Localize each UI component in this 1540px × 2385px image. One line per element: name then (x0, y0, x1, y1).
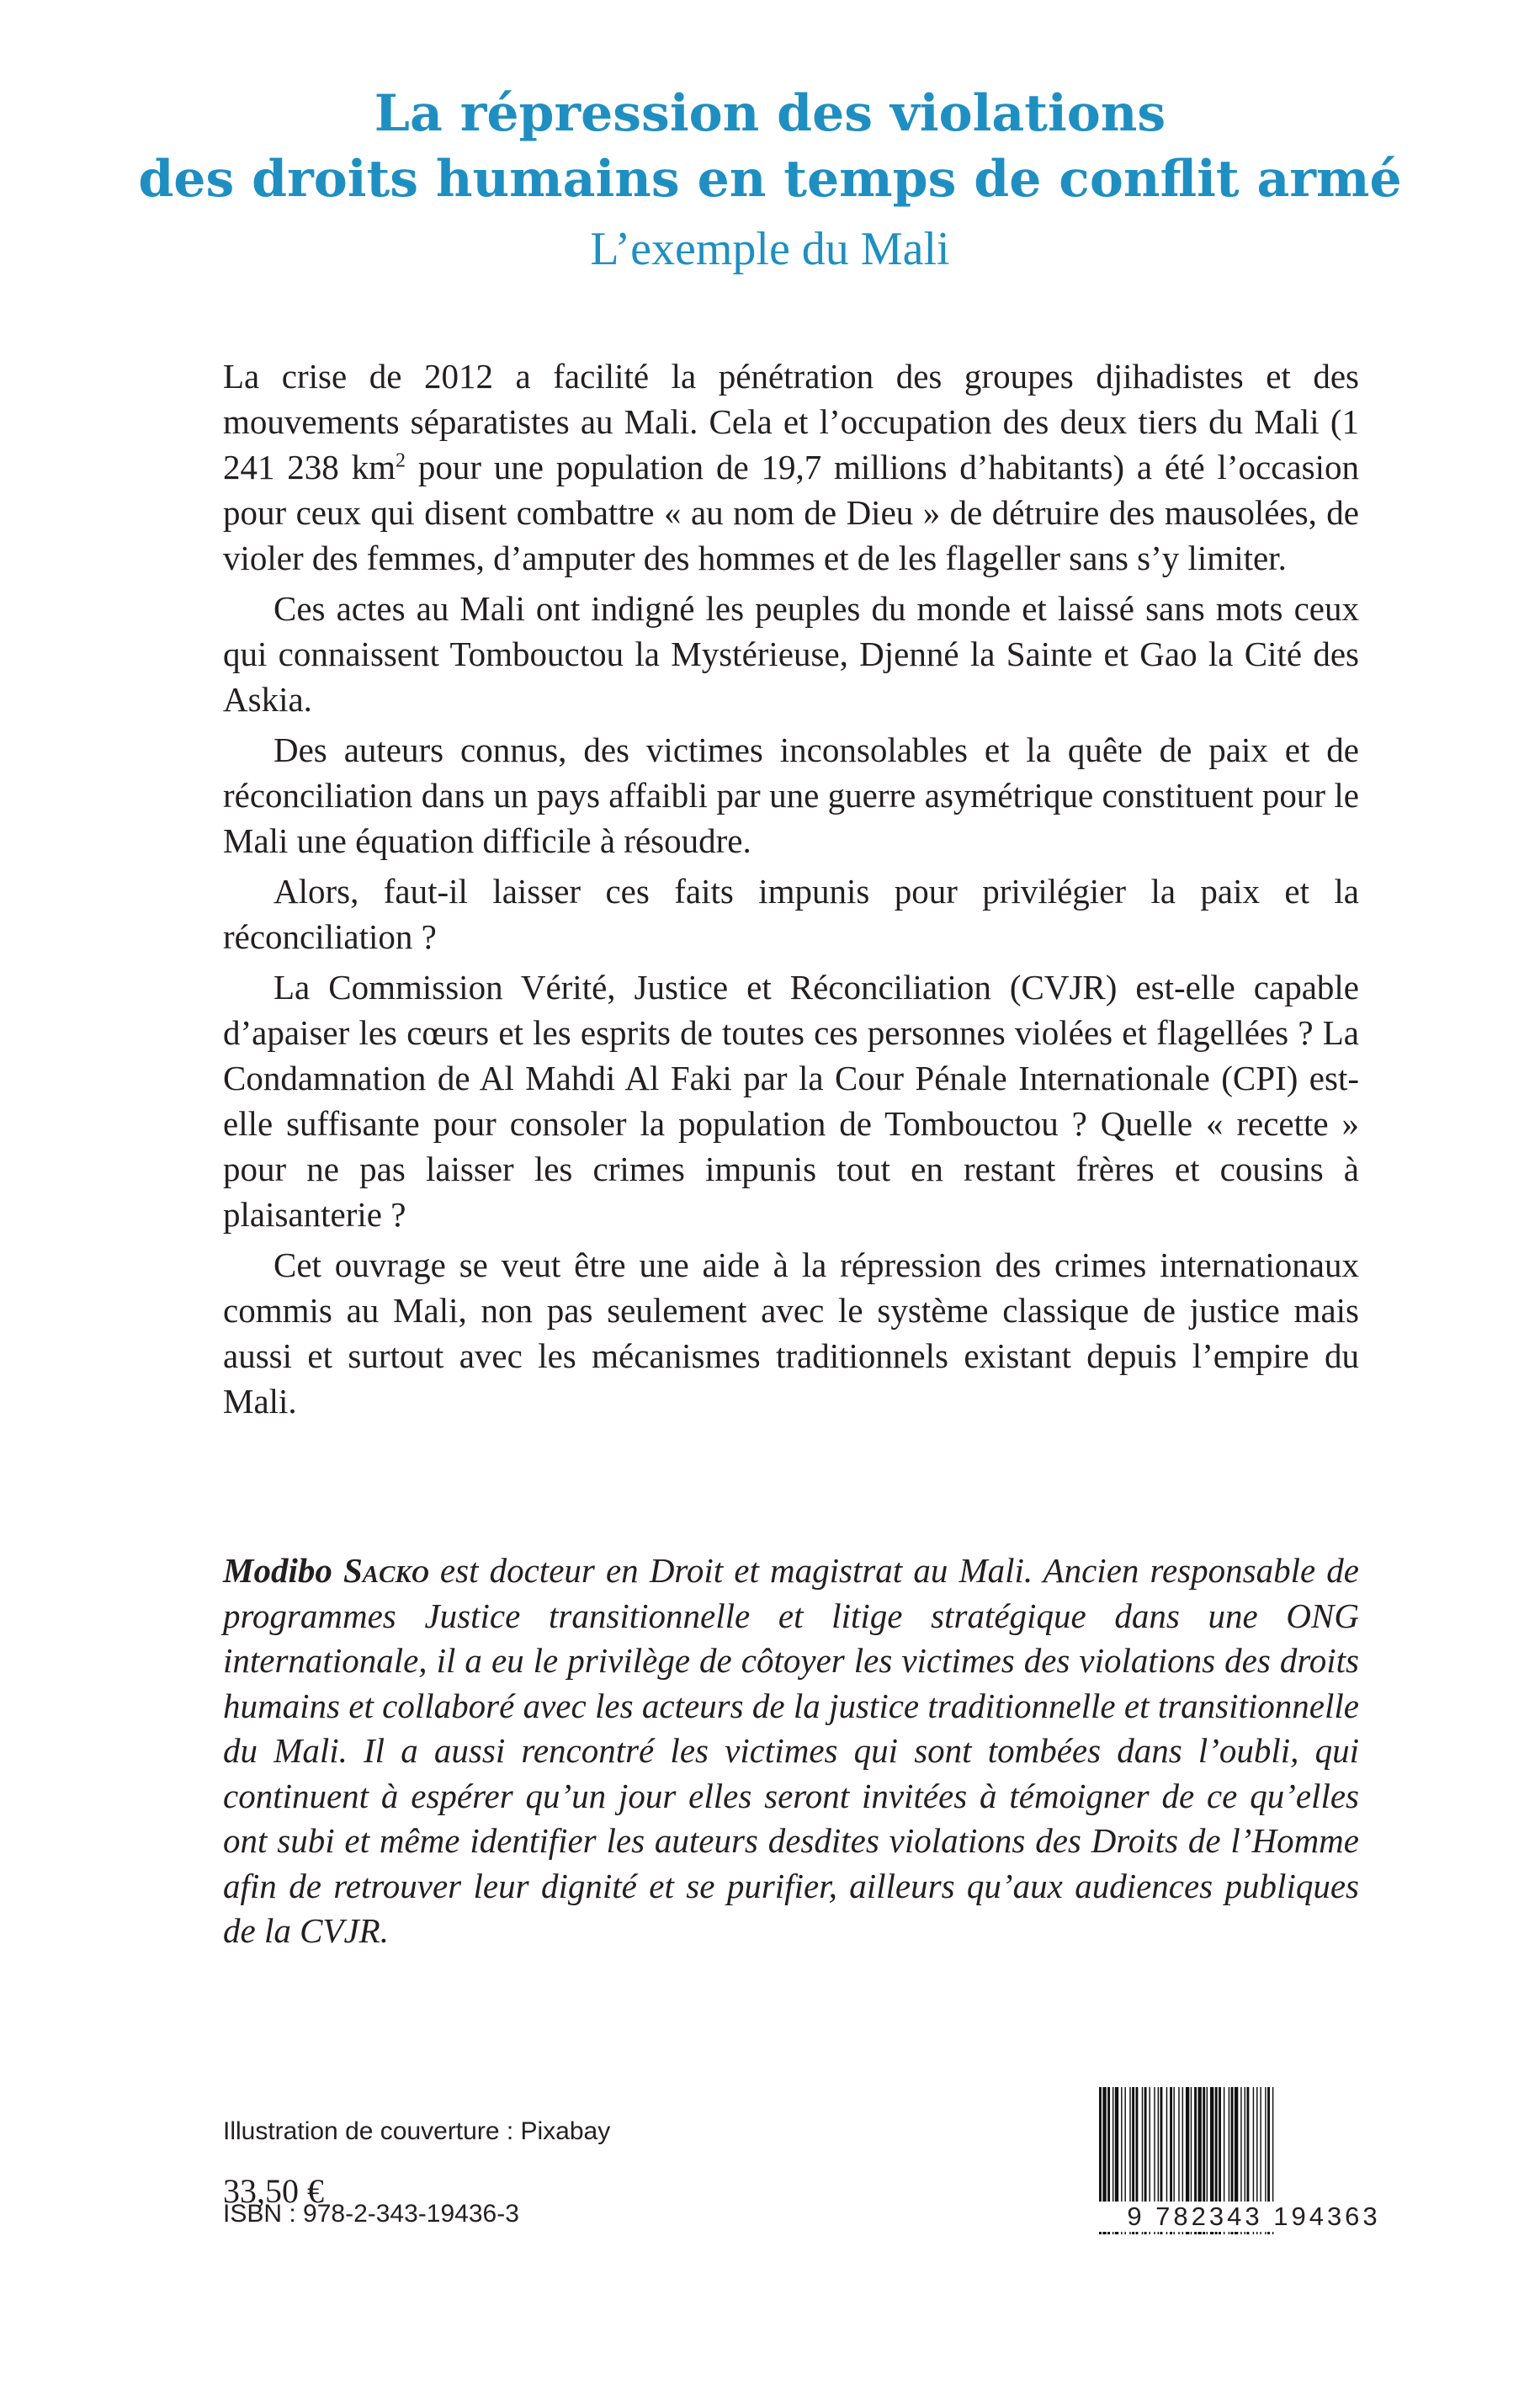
book-title-line-1: La répression des violations (374, 84, 1166, 143)
author-name (223, 1551, 429, 1590)
author-first-name: Modibo (223, 1551, 343, 1590)
isbn: ISBN : 978-2-343-19436-3 (223, 2200, 519, 2228)
author-last-name: Sacko (343, 1551, 429, 1590)
author-bio (223, 1548, 1359, 1954)
blurb-paragraph-5: La Commission Vérité, Justice et Réconciliation (CVJR) est-elle capable d’apaiser les cœurs et les esprits de toutes ces personnes violées et flagellées ? La Condamnation de Al Mahdi Al Faki par la Cour Pénale Internationale (CPI) est-elle suffisante pour consoler la population de Tombouctou ? Quelle « recette » pour ne pas laisser les crimes impunis tout en restant frères et cousins à plaisanterie ? (223, 968, 1359, 1234)
author-bio-text: est docteur en Droit et magistrat au Mali. Ancien responsable de programmes Justice transitionnelle et litige stratégique dans une ONG internationale, il a eu le privilège de côtoyer les victimes des violations des droits humains et collaboré avec les acteurs de la justice traditionnelle et transitionnelle du Mali. Il a aussi rencontré les victimes qui sont tombées dans l’oubli, qui continuent à espérer qu’un jour elles seront invitées à témoigner de ce qu’elles ont subi et même identifier les auteurs desdites violations des Droits de l’Homme afin de retrouver leur dignité et se purifier, ailleurs qu’aux audiences publiques de la CVJR. (223, 1551, 1359, 1950)
book-subtitle: L’exemple du Mali (590, 223, 950, 275)
barcode-digits: 9 782343 194363 (1094, 2202, 1414, 2232)
blurb-p1-part-a: La crise de 2012 a facilité la pénétration des groupes djihadistes et des mouvements séparatistes au Mali. Cela et l’occupation des deux tiers du Mali (1 241 238 km (223, 357, 1359, 486)
blurb-paragraph-4: Alors, faut-il laisser ces faits impunis pour privilégier la paix et la réconciliation ? (223, 872, 1359, 956)
blurb-p1-part-b: pour une population de 19,7 millions d’habitants) a été l’occasion pour ceux qui disent combattre « au nom de Dieu » de détruire des mausolées, de violer des femmes, d’amputer des hommes et de les flageller sans s’y limiter. (223, 448, 1359, 577)
blurb (223, 353, 1359, 1429)
title-block (0, 81, 1540, 279)
blurb-paragraph-6: Cet ouvrage se veut être une aide à la répression des crimes internationaux commis au Mali, non pas seulement avec le système classique de justice mais aussi et surtout avec les mécanismes traditionnels existant depuis l’empire du Mali. (223, 1246, 1359, 1421)
illustration-credit: Illustration de couverture : Pixabay (223, 2117, 611, 2145)
blurb-paragraph-2: Ces actes au Mali ont indigné les peuples du monde et laissé sans mots ceux qui connaissent Tombouctou la Mystérieuse, Djenné la Sainte et Gao la Cité des Askia. (223, 589, 1359, 719)
superscript: 2 (396, 449, 406, 472)
blurb-paragraph-3: Des auteurs connus, des victimes inconsolables et la quête de paix et de réconciliation dans un pays affaibli par une guerre asymétrique constituent pour le Mali une équation difficile à résoudre. (223, 730, 1359, 860)
price: 33,50 € (223, 2172, 324, 2210)
book-title-line-2: des droits humains en temps de conflit armé (138, 150, 1402, 209)
blurb-paragraph-1 (223, 353, 1359, 581)
